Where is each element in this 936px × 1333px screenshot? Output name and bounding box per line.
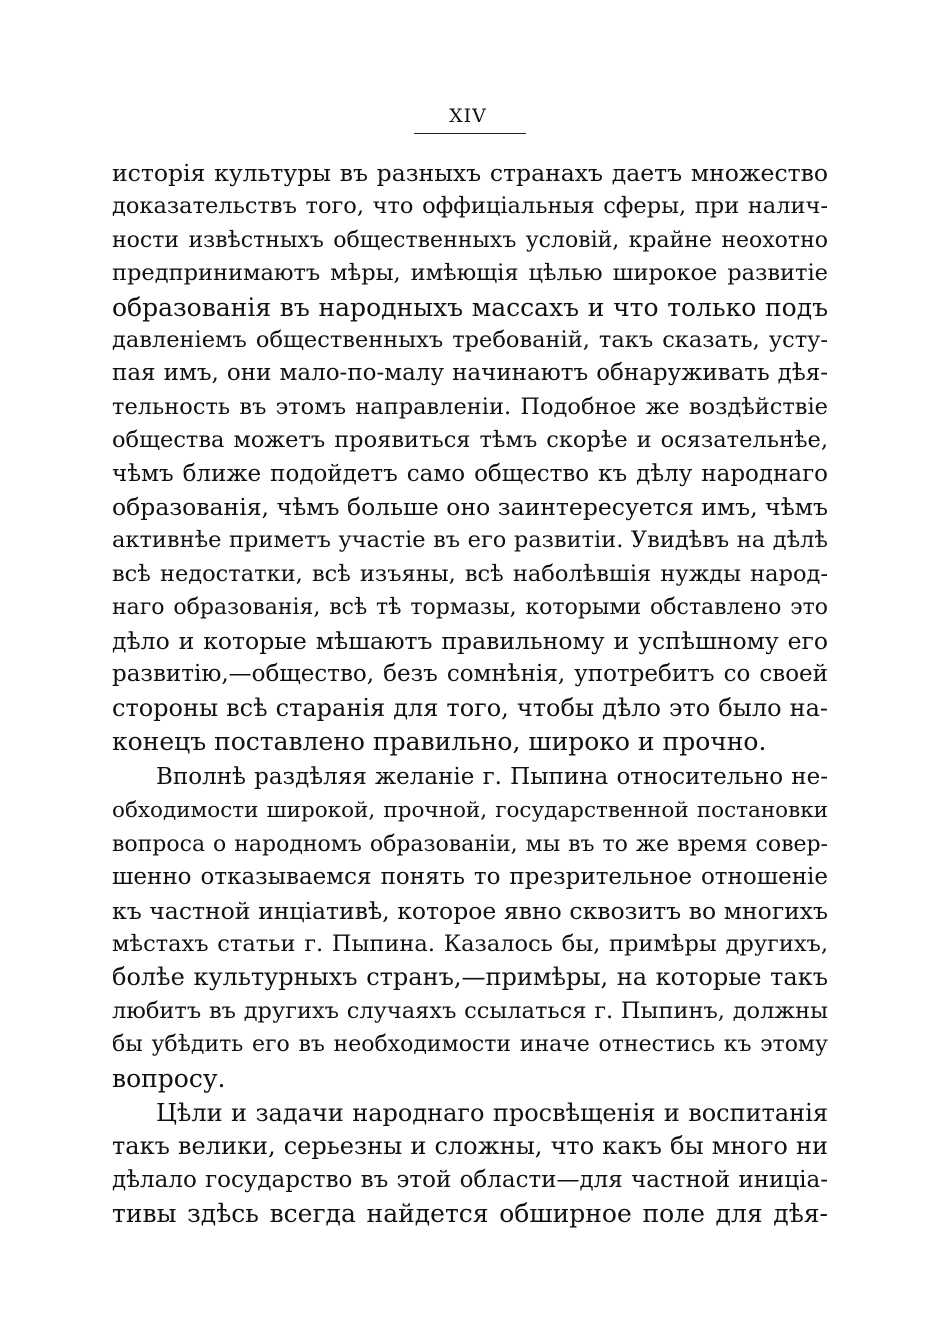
text-line: общества можетъ проявиться тѣмъ скорѣе и осязательнѣе, <box>112 427 828 454</box>
page-number: XIV <box>449 105 487 127</box>
text-line: болѣе культурныхъ странъ,—примѣры, на которые такъ <box>112 963 828 992</box>
text-line: наго образованія, всѣ тѣ тормазы, которыми обставлено это <box>112 595 828 621</box>
text-line: вопроса о народномъ образованіи, мы въ то же время совер- <box>112 831 828 857</box>
text-line: бы убѣдить его въ необходимости иначе отнестись къ этому <box>112 1032 828 1058</box>
text-line: предпринимаютъ мѣры, имѣющія цѣлью широкое развитіе <box>112 260 828 287</box>
text-line: къ частной инціативѣ, которое явно сквозитъ во многихъ <box>112 896 828 925</box>
paragraph-3 <box>112 1097 828 1231</box>
text-line: активнѣе приметъ участіе въ его развитіи. Увидѣвъ на дѣлѣ <box>112 527 828 554</box>
text-line: шенно отказываемся понять то презрительное отношеніе <box>112 864 828 891</box>
text-line: образованія въ народныхъ массахъ и что только подъ <box>112 292 828 322</box>
text-line: всѣ недостатки, всѣ изъяны, всѣ наболѣвшія нужды народ- <box>112 560 828 587</box>
text-line: чѣмъ ближе подойдетъ само общество къ дѣлу народнаго <box>112 460 828 487</box>
text-line: Вполнѣ раздѣляя желаніе г. Пыпина относительно не- <box>156 764 828 790</box>
text-line: любитъ въ другихъ случаяхъ ссылаться г. Пыпинъ, должны <box>112 997 828 1024</box>
text-line: исторія культуры въ разныхъ странахъ даетъ множество <box>112 159 828 187</box>
text-line: образованія, чѣмъ больше оно заинтересуется имъ, чѣмъ <box>112 493 828 522</box>
text-line: пая имъ, они мало-по-малу начинаютъ обнаруживать дѣя- <box>112 360 828 387</box>
paragraph-2 <box>112 761 828 1095</box>
text-line: доказательствъ того, что оффиціальныя сферы, при налич- <box>112 193 828 220</box>
page-header <box>0 104 936 128</box>
text-line: такъ велики, серьезны и сложны, что какъ бы много ни <box>112 1132 828 1161</box>
text-line: развитію,—общество, безъ сомнѣнія, употребитъ со своей <box>112 661 828 688</box>
text-line: стороны всѣ старанія для того, чтобы дѣло это было на- <box>112 693 828 722</box>
text-line: тельность въ этомъ направленіи. Подобное же воздѣйствіе <box>112 393 828 420</box>
paragraph-1 <box>112 157 828 758</box>
text-line: вопросу. <box>112 1063 226 1093</box>
text-line: мѣстахъ статьи г. Пыпина. Казалось бы, примѣры другихъ, <box>112 931 828 958</box>
text-line: ности извѣстныхъ общественныхъ условій, крайне неохотно <box>112 227 828 253</box>
header-rule <box>414 133 526 134</box>
text-line: обходимости широкой, прочной, государственной постановки <box>112 798 828 824</box>
text-line: давленіемъ общественныхъ требованій, такъ сказать, усту- <box>112 327 828 354</box>
text-line: дѣло и которые мѣшаютъ правильному и успѣшному его <box>112 626 828 655</box>
text-line: дѣлало государство въ этой области—для частной иниціа- <box>112 1166 828 1193</box>
text-line: конецъ поставлено правильно, широко и прочно. <box>112 726 767 756</box>
text-line: тивы здѣсь всегда найдется обширное поле для дѣя- <box>112 1199 828 1229</box>
text-line: Цѣли и задачи народнаго просвѣщенія и воспитанія <box>156 1099 828 1127</box>
